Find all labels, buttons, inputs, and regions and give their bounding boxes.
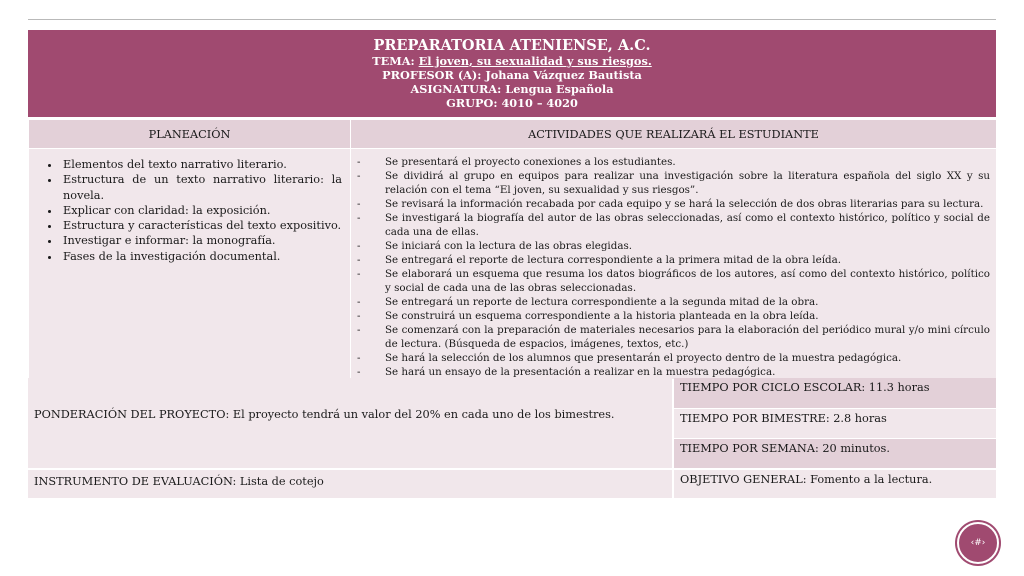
actividades-header: ACTIVIDADES QUE REALIZARÁ EL ESTUDIANTE	[351, 120, 997, 149]
tiempo-ciclo-cell: TIEMPO POR CICLO ESCOLAR: 11.3 horas	[674, 378, 996, 408]
list-item: - Se elaborará un esquema que resuma los datos biográficos de los autores, así como del contexto histórico, político y social de cada una de las obras seleccionadas.	[381, 267, 990, 295]
list-item: • Elementos del texto narrativo literario.	[61, 157, 342, 172]
tema-value: El joven, su sexualidad y sus riesgos.	[418, 54, 652, 68]
list-item: • Estructura de un texto narrativo literario: la novela.	[61, 172, 342, 203]
header-banner	[28, 30, 996, 117]
list-item: - Se presentará el proyecto conexiones a los estudiantes.	[381, 155, 990, 169]
list-item: - Se entregará el reporte de lectura correspondiente a la primera mitad de la obra leída.	[381, 253, 990, 267]
profesor-line: PROFESOR (A): Johana Vázquez Bautista	[382, 68, 642, 82]
planeacion-cell	[29, 149, 351, 380]
list-item: - Se iniciará con la lectura de las obras elegidas.	[381, 239, 990, 253]
actividades-cell	[351, 149, 997, 380]
planeacion-list	[29, 149, 350, 264]
list-item: • Fases de la investigación documental.	[61, 249, 342, 264]
list-item: • Explicar con claridad: la exposición.	[61, 203, 342, 218]
instrumento-cell: INSTRUMENTO DE EVALUACIÓN: Lista de cotejo	[28, 470, 672, 498]
list-item: - Se revisará la información recabada por cada equipo y se hará la selección de dos obras literarias para su lectura.	[381, 197, 990, 211]
tiempo-bimestre-cell: TIEMPO POR BIMESTRE: 2.8 horas	[674, 409, 996, 438]
tema-label: TEMA:	[372, 54, 419, 68]
planeacion-header: PLANEACIÓN	[29, 120, 351, 149]
list-item: - Se investigará la biografía del autor de las obras seleccionadas, así como el contexto histórico, político y social de cada una de ellas.	[381, 211, 990, 239]
planning-table	[28, 119, 997, 380]
list-item: - Se entregará un reporte de lectura correspondiente a la segunda mitad de la obra.	[381, 295, 990, 309]
actividades-list	[351, 149, 996, 379]
list-item: - Se dividirá al grupo en equipos para realizar una investigación sobre la literatura española del siglo XX y su relación con el tema “El joven, su sexualidad y sus riesgos”.	[381, 169, 990, 197]
objetivo-cell: OBJETIVO GENERAL: Fomento a la lectura.	[674, 470, 996, 498]
slide-number-badge: ‹#›	[957, 522, 999, 564]
grupo-line: GRUPO: 4010 – 4020	[446, 96, 578, 110]
list-item: - Se comenzará con la preparación de materiales necesarios para la elaboración del periódico mural y/o mini círculo de lectura. (Búsqueda de espacios, imágenes, textos, etc.)	[381, 323, 990, 351]
list-item: - Se hará un ensayo de la presentación a realizar en la muestra pedagógica.	[381, 365, 990, 379]
list-item: - Se construirá un esquema correspondiente a la historia planteada en la obra leída.	[381, 309, 990, 323]
tema-line	[28, 54, 996, 68]
ponderacion-cell: PONDERACIÓN DEL PROYECTO: El proyecto tendrá un valor del 20% en cada uno de los bimestres.	[28, 378, 672, 468]
top-divider	[28, 19, 996, 20]
school-name: PREPARATORIA ATENIENSE, A.C.	[373, 37, 651, 54]
asignatura-line: ASIGNATURA: Lengua Española	[410, 82, 614, 96]
list-item: • Estructura y características del texto expositivo.	[61, 218, 342, 233]
tiempo-semana-cell: TIEMPO POR SEMANA: 20 minutos.	[674, 439, 996, 468]
list-item: • Investigar e informar: la monografía.	[61, 233, 342, 248]
list-item: - Se hará la selección de los alumnos que presentarán el proyecto dentro de la muestra pedagógica.	[381, 351, 990, 365]
